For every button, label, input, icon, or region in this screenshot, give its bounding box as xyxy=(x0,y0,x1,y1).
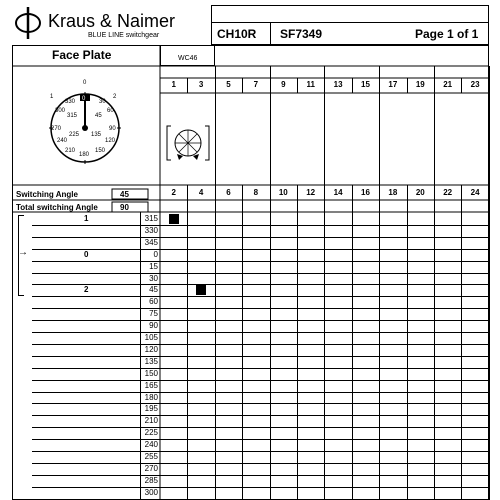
table-row-line xyxy=(32,249,489,250)
svg-text:0: 0 xyxy=(82,96,86,102)
terminal-top-9: 9 xyxy=(281,80,286,89)
terminal-bottom-12: 12 xyxy=(306,188,316,197)
svg-text:225: 225 xyxy=(69,132,80,138)
terminal-bottom-2: 2 xyxy=(171,188,176,197)
svg-text:180: 180 xyxy=(79,152,90,158)
angle-label: 195 xyxy=(144,404,158,414)
terminal-bottom-22: 22 xyxy=(443,188,453,197)
position-label-1: 1 xyxy=(84,214,89,223)
column-subdivider xyxy=(352,185,353,500)
switching-angle-label: Switching Angle xyxy=(16,190,78,199)
table-row-line xyxy=(32,320,489,321)
faceplate-ref: WC46 xyxy=(178,55,198,62)
angle-label: 300 xyxy=(144,487,158,497)
angle-label: 60 xyxy=(149,297,158,307)
table-row-line xyxy=(32,392,489,393)
column-subdivider xyxy=(270,185,271,500)
brand-subtitle: BLUE LINE switchgear xyxy=(88,32,160,39)
angle-label: 0 xyxy=(153,249,158,259)
terminal-top-21: 21 xyxy=(443,80,453,89)
table-row-line xyxy=(32,415,489,416)
terminal-bottom-6: 6 xyxy=(226,188,231,197)
svg-text:300: 300 xyxy=(55,108,66,114)
position-label-2: 2 xyxy=(84,285,89,295)
terminal-bottom-20: 20 xyxy=(415,188,425,197)
angle-column-divider xyxy=(140,212,141,500)
svg-text:90: 90 xyxy=(109,126,116,132)
angle-label: 210 xyxy=(144,416,158,426)
svg-text:0: 0 xyxy=(83,80,87,86)
column-subdivider xyxy=(242,185,243,500)
angle-label: 165 xyxy=(144,380,158,390)
angle-label: 75 xyxy=(149,309,158,319)
angle-label: 225 xyxy=(144,428,158,438)
column-subdivider xyxy=(379,185,380,500)
table-row-line xyxy=(32,451,489,452)
header-page: Page 1 of 1 xyxy=(415,27,479,41)
angle-label: 285 xyxy=(144,475,158,485)
angle-label: 345 xyxy=(144,237,158,247)
terminal-bottom-18: 18 xyxy=(388,188,398,197)
angle-label: 240 xyxy=(144,440,158,450)
terminal-bottom-8: 8 xyxy=(253,188,259,197)
angle-label: 45 xyxy=(149,285,158,295)
svg-text:60: 60 xyxy=(107,108,114,114)
switching-angle-value: 45 xyxy=(120,190,129,199)
angle-label: 15 xyxy=(149,261,158,271)
angle-label: 105 xyxy=(144,333,158,342)
terminal-top-11: 11 xyxy=(306,80,315,89)
terminal-top-17: 17 xyxy=(388,80,398,89)
angle-label: 30 xyxy=(149,273,158,283)
terminal-top-1: 1 xyxy=(171,80,176,89)
column-subdivider xyxy=(407,185,408,500)
svg-text:120: 120 xyxy=(105,138,116,144)
table-row-line xyxy=(32,439,489,440)
column-subdivider xyxy=(215,185,216,500)
angle-label: 270 xyxy=(144,463,158,473)
terminal-bottom-4: 4 xyxy=(198,188,204,197)
svg-text:210: 210 xyxy=(65,148,76,154)
contact-closed-marker xyxy=(169,214,179,224)
table-row-line xyxy=(32,332,489,333)
table-row-line xyxy=(32,225,489,226)
terminal-top-5: 5 xyxy=(226,80,231,89)
terminal-top-23: 23 xyxy=(470,80,480,89)
table-row-line xyxy=(32,463,489,464)
table-row-line xyxy=(32,296,489,297)
terminal-bottom-10: 10 xyxy=(278,188,288,197)
table-row-line xyxy=(32,427,489,428)
total-angle-value: 90 xyxy=(120,203,129,212)
svg-text:240: 240 xyxy=(57,138,68,144)
table-row-line xyxy=(32,403,489,404)
total-angle-label: Total switching Angle xyxy=(16,203,98,212)
svg-text:330: 330 xyxy=(65,99,76,105)
angle-label: 135 xyxy=(144,356,158,366)
table-row-line xyxy=(32,356,489,357)
column-subdivider xyxy=(461,185,462,500)
arrow-right-icon: → xyxy=(18,246,28,258)
header-code2: SF7349 xyxy=(280,27,323,41)
angle-label: 315 xyxy=(144,214,158,223)
table-row-line xyxy=(32,380,489,381)
svg-text:270: 270 xyxy=(51,126,62,132)
svg-text:1: 1 xyxy=(50,94,54,100)
faceplate-title: Face Plate xyxy=(52,48,112,62)
terminal-bottom-14: 14 xyxy=(333,188,343,197)
angle-label: 255 xyxy=(144,452,158,461)
column-subdivider xyxy=(187,185,188,500)
header-code1: CH10R xyxy=(217,27,257,41)
angle-label: 90 xyxy=(149,321,158,331)
column-subdivider xyxy=(489,185,490,500)
terminal-top-13: 13 xyxy=(333,80,343,89)
svg-text:150: 150 xyxy=(95,148,106,154)
position-label-0: 0 xyxy=(84,249,89,259)
table-row-line xyxy=(32,475,489,476)
svg-text:45: 45 xyxy=(95,113,102,119)
contact-closed-marker xyxy=(196,285,206,295)
column-subdivider xyxy=(434,185,435,500)
angle-label: 330 xyxy=(144,225,158,235)
terminal-bottom-16: 16 xyxy=(361,188,370,197)
angle-label: 120 xyxy=(144,344,158,354)
table-row-line xyxy=(32,273,489,274)
table-row-line xyxy=(32,237,489,238)
table-row-line xyxy=(32,284,489,285)
terminal-top-3: 3 xyxy=(198,80,204,89)
column-subdivider xyxy=(489,78,490,93)
svg-text:135: 135 xyxy=(91,132,102,138)
table-row-line xyxy=(32,261,489,262)
terminal-top-15: 15 xyxy=(361,80,370,89)
terminal-top-7: 7 xyxy=(253,80,259,89)
angle-label: 150 xyxy=(144,368,158,378)
angle-label: 180 xyxy=(144,392,158,402)
brand-name: Kraus & Naimer xyxy=(48,11,176,31)
table-row-line xyxy=(32,487,489,488)
column-subdivider xyxy=(297,185,298,500)
table-row-line xyxy=(32,344,489,345)
column-subdivider xyxy=(324,185,325,500)
table-row-line xyxy=(32,308,489,309)
table-row-line xyxy=(32,368,489,369)
terminal-bottom-24: 24 xyxy=(470,188,480,197)
svg-text:315: 315 xyxy=(67,113,78,119)
terminal-top-19: 19 xyxy=(415,80,425,89)
svg-text:30: 30 xyxy=(99,99,106,105)
table-row-line xyxy=(32,499,489,500)
svg-text:2: 2 xyxy=(113,94,117,100)
